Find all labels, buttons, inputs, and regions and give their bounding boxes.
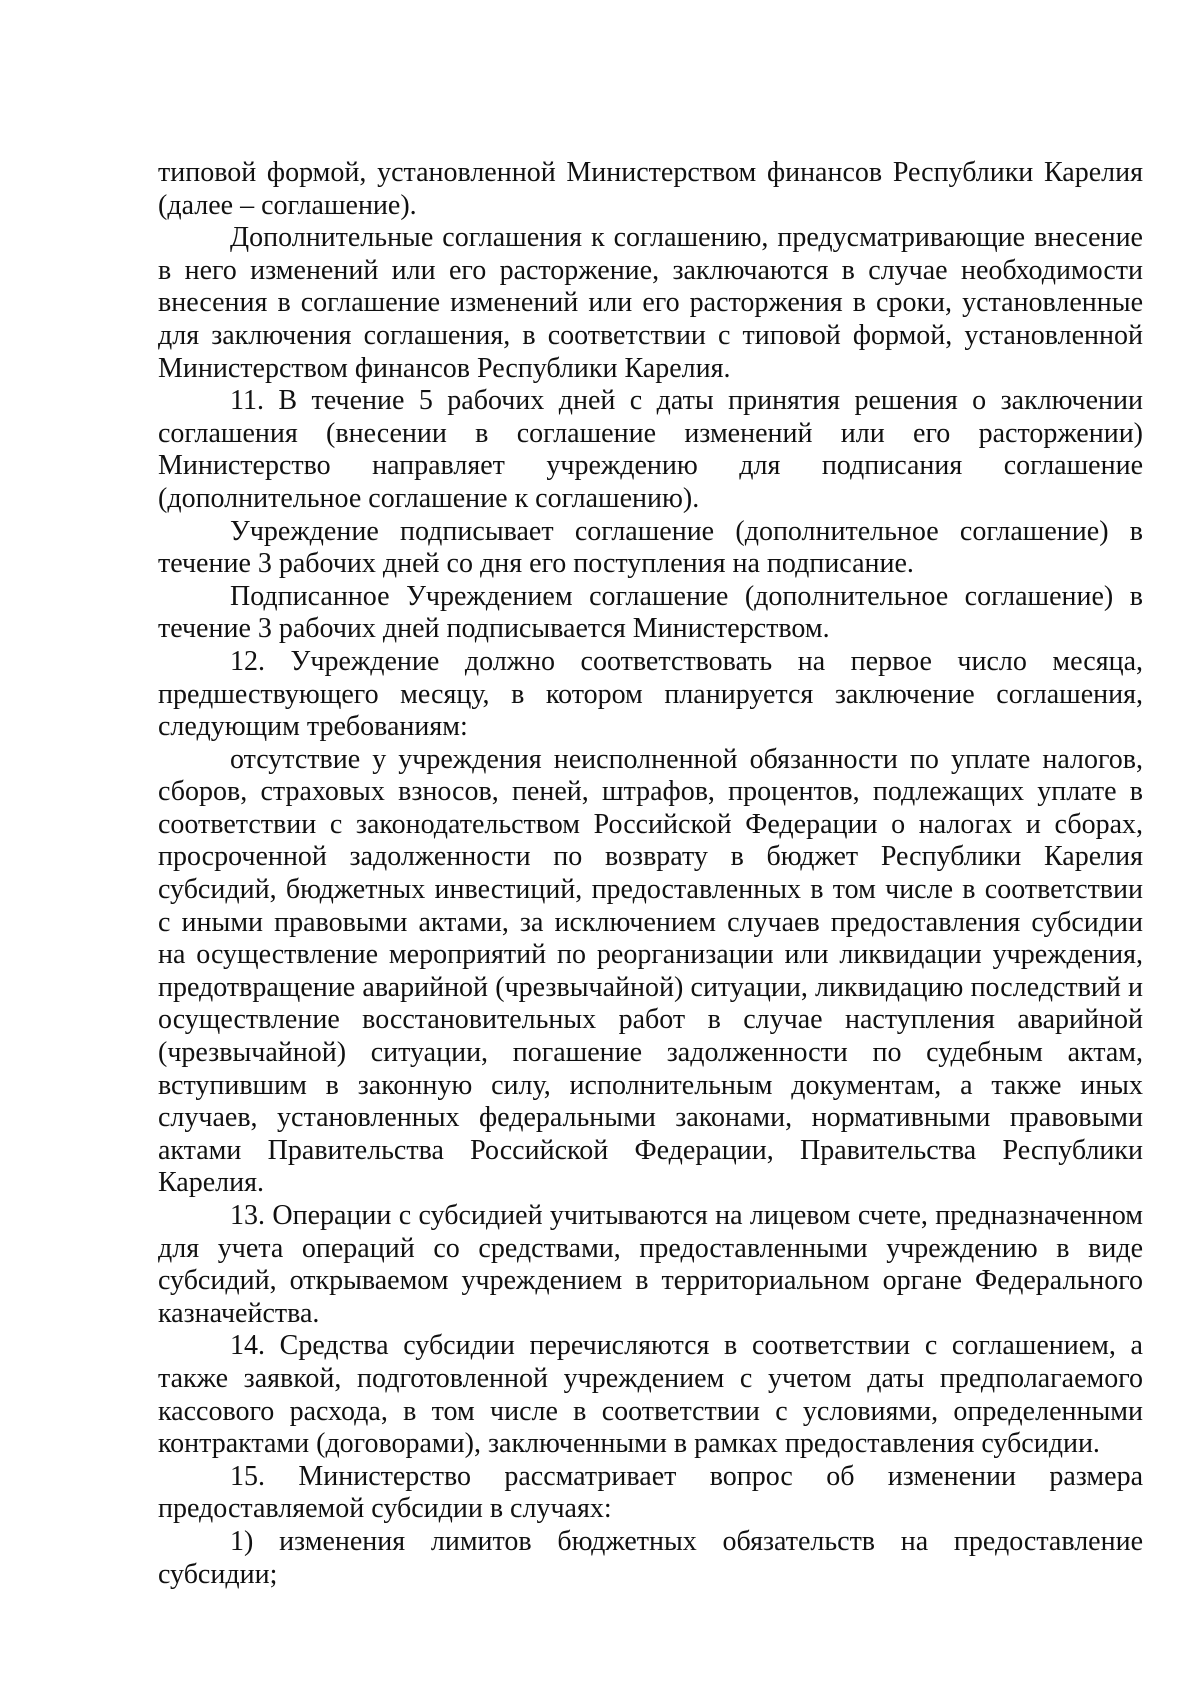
paragraph-ministry-signs: Подписанное Учреждением соглашение (дополнительное соглашение) в течение 3 рабочих дней подписывается Министерством.	[158, 580, 1143, 645]
paragraph-clause-11: 11. В течение 5 рабочих дней с даты принятия решения о заключении соглашения (внесении в соглашение изменений или его расторжении) Министерство направляет учреждению для подписания соглашение (дополнительное соглашение к соглашению).	[158, 385, 1143, 514]
paragraph-institution-signs: Учреждение подписывает соглашение (дополнительное соглашение) в течение 3 рабочих дней со дня его поступления на подписание.	[158, 515, 1143, 580]
paragraph-clause-14: 14. Средства субсидии перечисляются в соответствии с соглашением, а также заявкой, подготовленной учреждением с учетом даты предполагаемого кассового расхода, в том числе в соответствии с условиями, определенными контрактами (договорами), заключенными в рамках предоставления субсидии.	[158, 1330, 1143, 1460]
paragraph-clause-13: 13. Операции с субсидией учитываются на лицевом счете, предназначенном для учета операций со средствами, предоставленными учреждению в виде субсидий, открываемом учреждением в территориальном органе Федерального казначейства.	[158, 1200, 1143, 1329]
paragraph-clause-15: 15. Министерство рассматривает вопрос об изменении размера предоставляемой субсидии в случаях:	[158, 1460, 1143, 1525]
paragraph-clause-12: 12. Учреждение должно соответствовать на первое число месяца, предшествующего месяцу, в котором планируется заключение соглашения, следующим требованиям:	[158, 645, 1143, 743]
document-body	[158, 157, 1143, 1591]
paragraph-continuation: типовой формой, установленной Министерством финансов Республики Карелия (далее – соглашение).	[158, 157, 1143, 221]
paragraph-requirement-no-debt: отсутствие у учреждения неисполненной обязанности по уплате налогов, сборов, страховых взносов, пеней, штрафов, процентов, подлежащих уплате в соответствии с законодательством Российской Федерации о налогах и сборах, просроченной задолженности по возврату в бюджет Республики Карелия субсидий, бюджетных инвестиций, предоставленных в том числе в соответствии с иными правовыми актами, за исключением случаев предоставления субсидии на осуществление мероприятий по реорганизации или ликвидации учреждения, предотвращение аварийной (чрезвычайной) ситуации, ликвидацию последствий и осуществление восстановительных работ в случае наступления аварийной (чрезвычайной) ситуации, погашение задолженности по судебным актам, вступившим в законную силу, исполнительным документам, а также иных случаев, установленных федеральными законами, нормативными правовыми актами Правительства Российской Федерации, Правительства Республики Карелия.	[158, 743, 1143, 1199]
paragraph-clause-15-item-1: 1) изменения лимитов бюджетных обязательств на предоставление субсидии;	[158, 1525, 1143, 1590]
paragraph-additional-agreements: Дополнительные соглашения к соглашению, предусматривающие внесение в него изменений или его расторжение, заключаются в случае необходимости внесения в соглашение изменений или его расторжения в сроки, установленные для заключения соглашения, в соответствии с типовой формой, установленной Министерством финансов Республики Карелия.	[158, 222, 1143, 384]
